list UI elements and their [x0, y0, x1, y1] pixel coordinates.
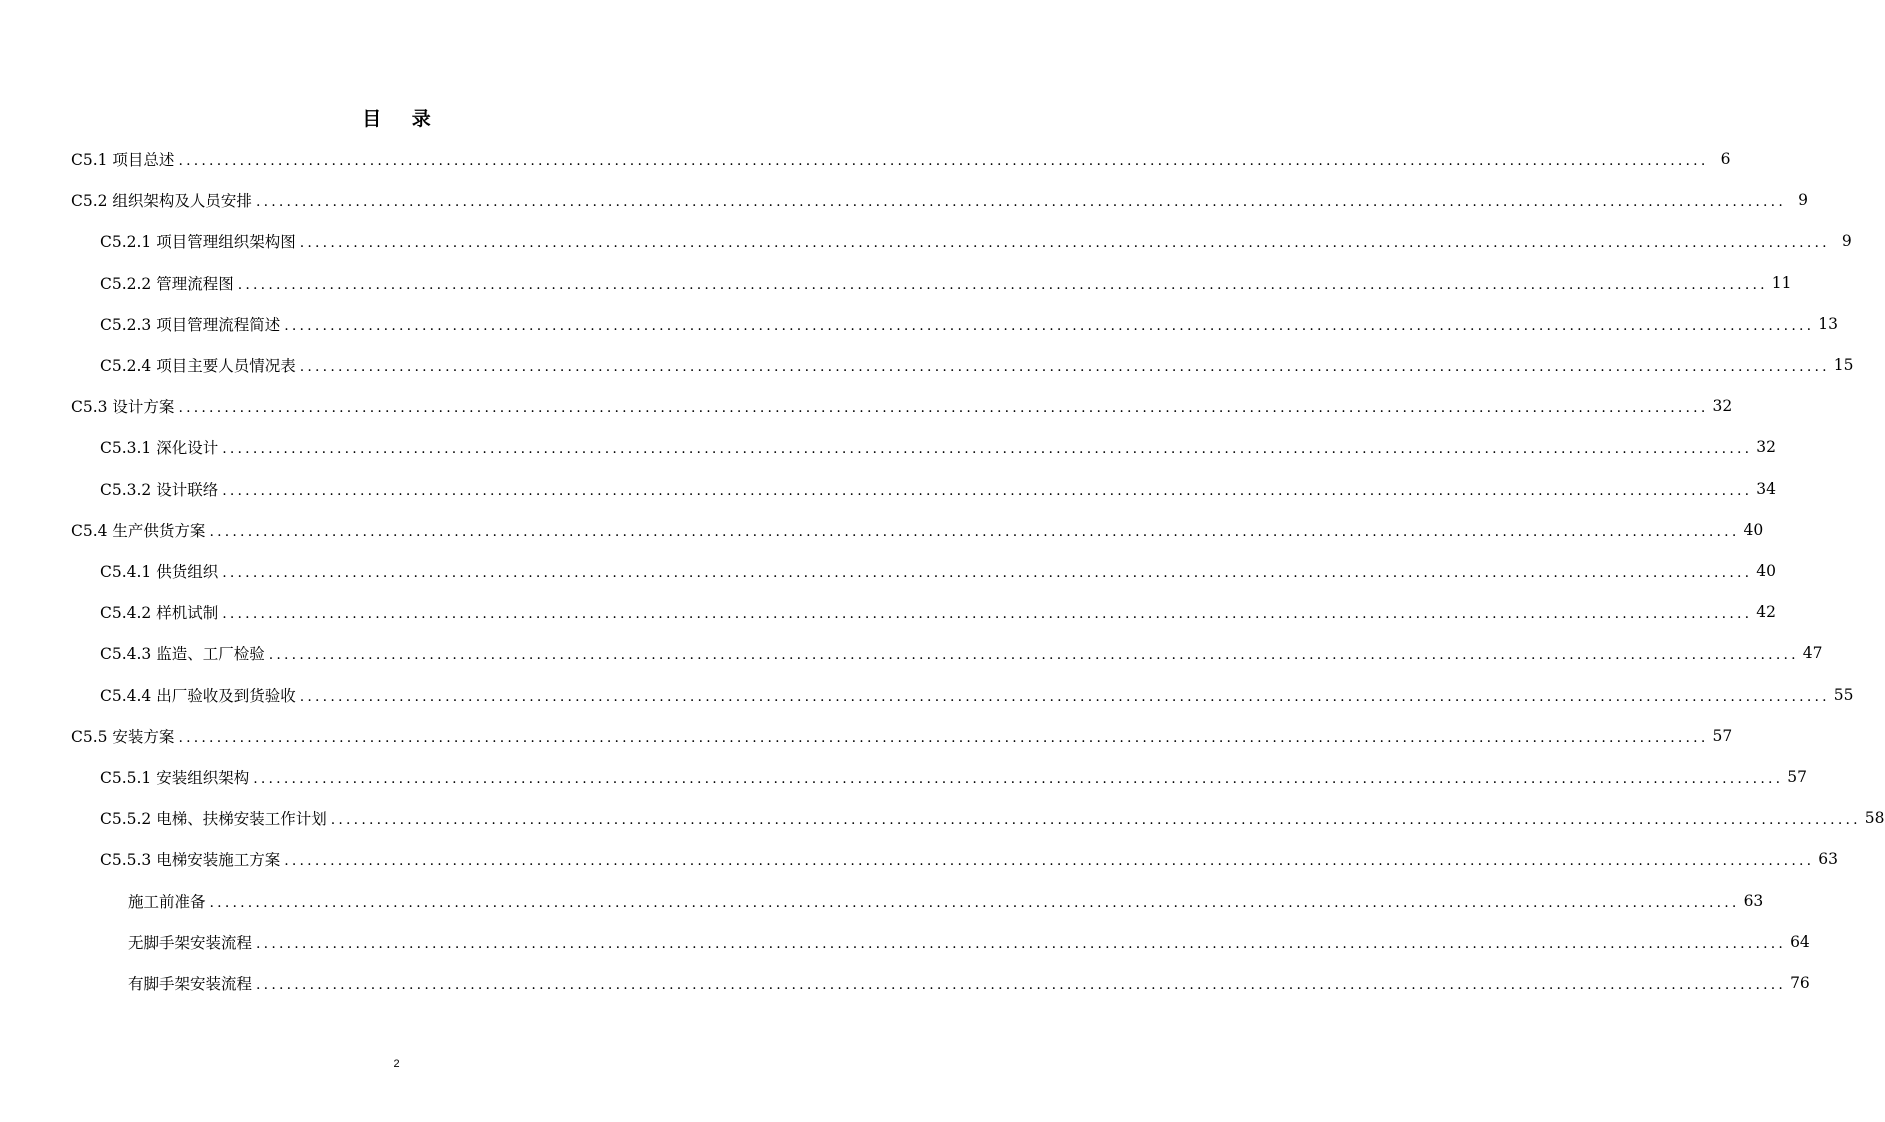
toc-entry-label: 无脚手架安装流程 [128, 933, 253, 952]
toc-entry[interactable] [100, 471, 1777, 507]
toc-entry-label: C5.2.4 项目主要人员情况表 [100, 357, 296, 375]
dot-leader: ........................................................................................................................................................................................................ [237, 276, 1768, 293]
toc-entry-label: C5.5.3 电梯安装施工方案 [100, 851, 281, 870]
toc-entry-label: C5.5.1 安装组织架构 [100, 769, 250, 787]
dot-leader: ........................................................................................................................................................................................................ [284, 853, 1815, 870]
toc-entry-label: C5.4.3 监造、工厂检验 [100, 645, 265, 664]
toc-entry[interactable] [100, 306, 1839, 342]
toc-entry[interactable] [100, 223, 1852, 259]
dot-leader: ........................................................................................................................................................................................................ [222, 482, 1753, 499]
dot-leader: ........................................................................................................................................................................................................ [330, 812, 1861, 829]
toc-entry-label: C5.5 安装方案 [71, 727, 175, 746]
toc-entry-label: C5.4.4 出厂验收及到货验收 [100, 686, 296, 705]
dot-leader: ........................................................................................................................................................................................................ [299, 688, 1830, 705]
dot-leader: ........................................................................................................................................................................................................ [222, 565, 1753, 581]
dot-leader: ........................................................................................................................................................................................................ [209, 894, 1740, 911]
toc-entry-page: 76 [1790, 974, 1810, 992]
toc-entry[interactable] [71, 182, 1808, 218]
toc-entry[interactable] [71, 512, 1764, 548]
dot-leader: ........................................................................................................................................................................................................ [299, 235, 1830, 252]
toc-entry[interactable] [100, 429, 1777, 465]
toc-entry[interactable] [100, 347, 1854, 383]
toc-entry[interactable] [71, 388, 1733, 424]
toc-entry[interactable] [71, 718, 1733, 754]
toc-entry-label: 有脚手架安装流程 [128, 975, 253, 993]
toc-entry-page: 11 [1771, 273, 1792, 292]
toc-entry[interactable] [100, 841, 1839, 877]
toc-entry-label: 施工前准备 [128, 892, 206, 911]
toc-entry-label: C5.2.3 项目管理流程简述 [100, 315, 281, 334]
toc-entry-page: 6 [1720, 150, 1731, 168]
toc-entry[interactable] [100, 553, 1777, 589]
toc-entry-page: 42 [1756, 603, 1777, 622]
toc-entry-label: C5.2.1 项目管理组织架构图 [100, 233, 296, 252]
toc-entry-page: 9 [1841, 232, 1852, 251]
dot-leader: ........................................................................................................................................................................................................ [178, 400, 1709, 417]
toc-entry[interactable] [128, 883, 1764, 919]
toc-entry-label: C5.3 设计方案 [71, 398, 175, 417]
dot-leader: ........................................................................................................................................................................................................ [209, 523, 1740, 540]
dot-leader: ........................................................................................................................................................................................................ [256, 977, 1787, 993]
toc-entry-page: 34 [1756, 479, 1777, 498]
toc-entry-page: 32 [1756, 438, 1777, 457]
dot-leader: ........................................................................................................................................................................................................ [256, 935, 1787, 952]
dot-leader: ........................................................................................................................................................................................................ [222, 606, 1753, 623]
toc-entry-page: 55 [1833, 685, 1854, 704]
toc-entry-page: 57 [1712, 726, 1733, 745]
toc-entry-page: 47 [1802, 644, 1823, 663]
toc-entry-label: C5.3.2 设计联络 [100, 480, 219, 499]
toc-entry-page: 32 [1712, 397, 1733, 416]
toc-entry-page: 57 [1787, 768, 1808, 786]
toc-entry-page: 15 [1833, 356, 1854, 374]
dot-leader: ........................................................................................................................................................................................................ [253, 771, 1784, 787]
toc-entry-label: C5.5.2 电梯、扶梯安装工作计划 [100, 810, 327, 829]
toc-entry[interactable] [100, 265, 1792, 301]
toc-entry-label: C5.4.1 供货组织 [100, 563, 219, 581]
dot-leader: ........................................................................................................................................................................................................ [178, 729, 1709, 746]
toc-entry-page: 63 [1818, 850, 1839, 869]
dot-leader: ........................................................................................................................................................................................................ [284, 317, 1815, 334]
toc-entry-label: C5.2 组织架构及人员安排 [71, 192, 252, 211]
toc-entry[interactable] [100, 635, 1823, 671]
toc-entry-page: 13 [1818, 314, 1839, 333]
toc-entry-page: 40 [1756, 562, 1777, 580]
toc-entry-page: 63 [1743, 891, 1764, 910]
toc-entry-page: 64 [1790, 932, 1810, 951]
toc-entry-page: 58 [1864, 809, 1885, 828]
toc-entry-label: C5.4.2 样机试制 [100, 604, 219, 623]
toc-entry[interactable] [100, 594, 1777, 630]
toc-entry-label: C5.1 项目总述 [71, 151, 175, 169]
dot-leader: ........................................................................................................................................................................................................ [222, 441, 1753, 458]
dot-leader: ........................................................................................................................................................................................................ [268, 647, 1799, 664]
toc-entry-label: C5.3.1 深化设计 [100, 439, 219, 458]
toc-entry[interactable] [100, 800, 1885, 836]
toc-entry[interactable] [100, 759, 1808, 795]
dot-leader: ........................................................................................................................................................................................................ [299, 359, 1830, 375]
toc-entry[interactable] [71, 141, 1731, 177]
toc-entry-page: 40 [1743, 520, 1764, 539]
dot-leader: ........................................................................................................................................................................................................ [178, 153, 1709, 169]
toc-entry-page: 9 [1798, 191, 1808, 210]
toc-title: 目 录 [362, 108, 443, 130]
toc-entry[interactable] [128, 924, 1810, 960]
toc-entry-label: C5.2.2 管理流程图 [100, 274, 234, 293]
dot-leader: ........................................................................................................................................................................................................ [255, 194, 1786, 211]
toc-entry[interactable] [100, 677, 1854, 713]
toc-entry-label: C5.4 生产供货方案 [71, 521, 206, 540]
toc-entry[interactable] [128, 965, 1810, 1001]
page-number: 2 [393, 1058, 400, 1070]
